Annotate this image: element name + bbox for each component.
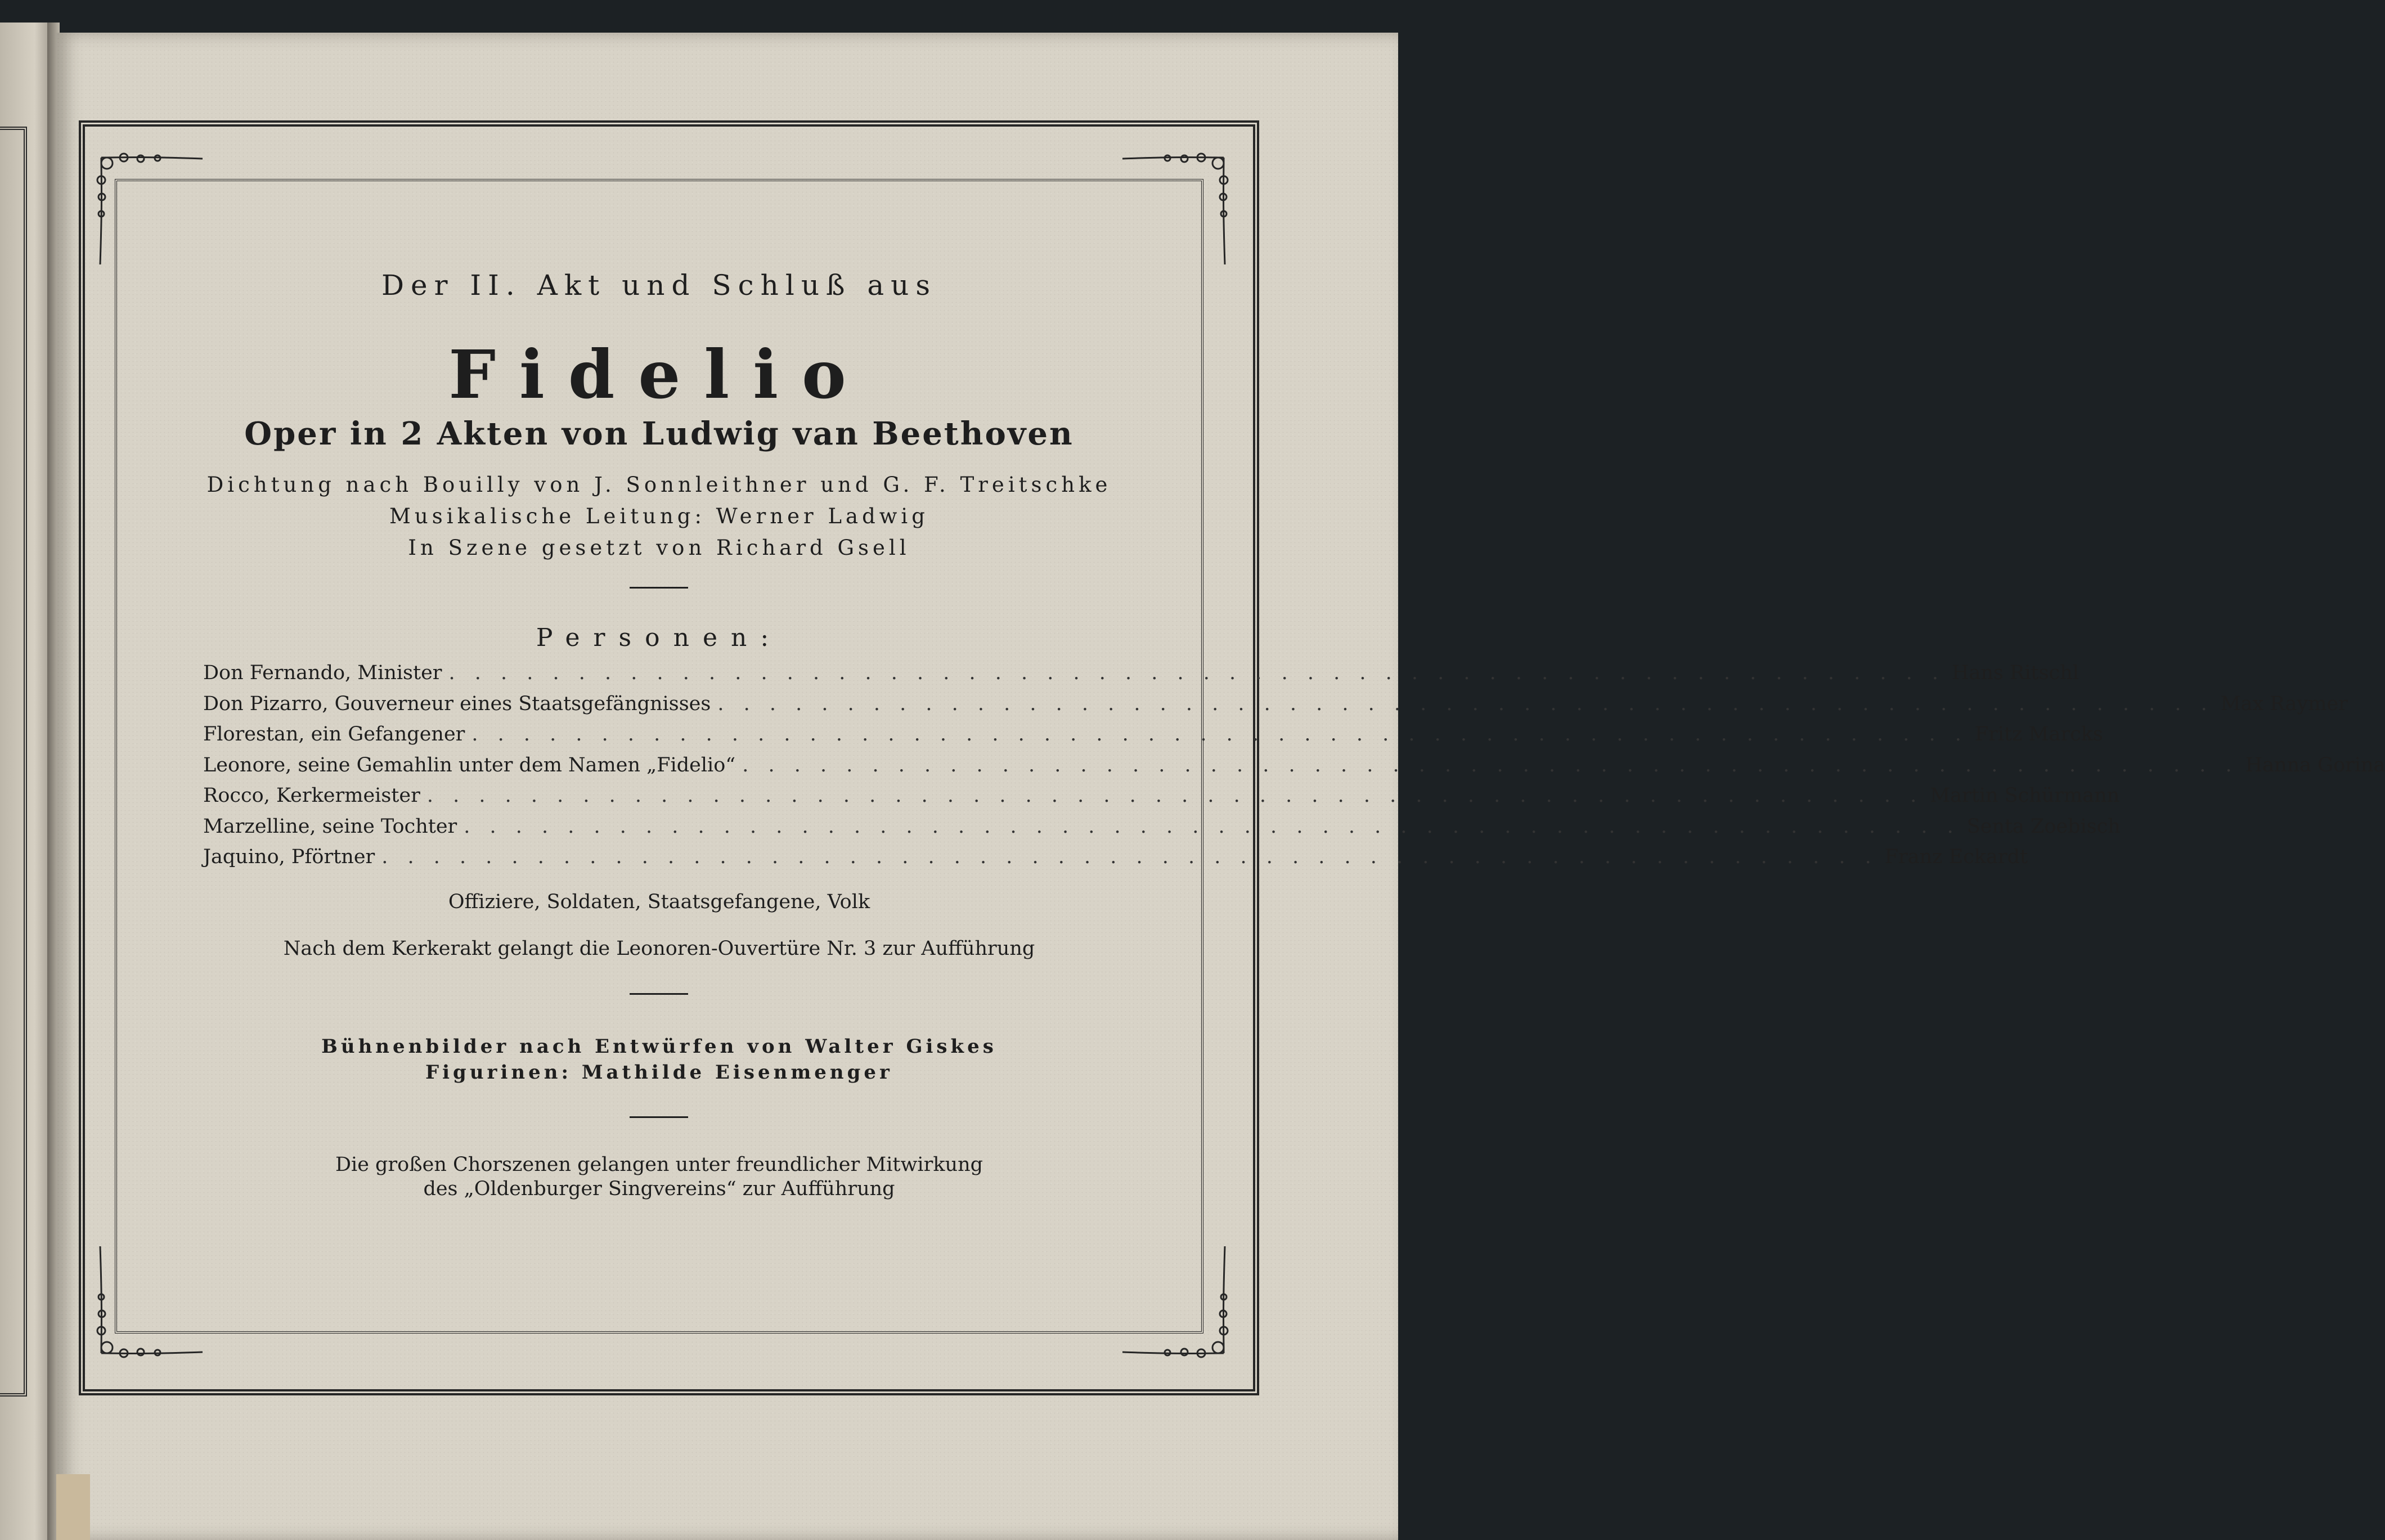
stage-design-credit: Bühnenbilder nach Entwürfen von Walter Giskes: [321, 1035, 997, 1058]
stage-direction-credit: In Szene gesetzt von Richard Gsell: [408, 536, 910, 560]
dot-leader: . . . . . . . . . . . . . . . . . . . . . . . . . . . . . . . . . . . . . . . . . . . . . . . . . . . . . . . . . .: [464, 815, 1960, 838]
cast-actor: Franz Eckardt: [1884, 846, 2028, 868]
libretto-credit: Dichtung nach Bouilly von J. Sonnleithner und G. F. Treitschke: [206, 473, 1112, 497]
page-stain: [56, 1474, 90, 1540]
divider-rule: [630, 993, 688, 995]
cast-row: [203, 784, 2120, 815]
divider-rule: [630, 587, 688, 589]
opera-subtitle: Oper in 2 Akten von Ludwig van Beethoven: [244, 415, 1074, 452]
musical-direction-credit: Musikalische Leitung: Werner Ladwig: [389, 504, 929, 528]
chorus-note-line-1: Die großen Chorszenen gelangen unter freundlicher Mitwirkung: [335, 1153, 983, 1176]
overture-note: Nach dem Kerkerakt gelangt die Leonoren-Ouvertüre Nr. 3 zur Aufführung: [283, 937, 1035, 960]
left-page-edge: [0, 23, 50, 1540]
cast-role: Florestan, ein Gefangener: [203, 723, 465, 746]
cast-list: [203, 662, 2385, 877]
cast-row: [203, 815, 2121, 846]
program-content: [115, 179, 2385, 1334]
cast-role: Don Pizarro, Gouverneur eines Staatsgefängnisses: [203, 692, 711, 715]
personen-heading: Personen:: [536, 623, 783, 652]
cast-row: [203, 692, 2348, 724]
divider-rule: [630, 1116, 688, 1118]
dot-leader: . . . . . . . . . . . . . . . . . . . . . . . . . . . . . . . . . . . . . . . . . . . . . . . . . . . . . . . . . .: [426, 784, 1924, 807]
dot-leader: . . . . . . . . . . . . . . . . . . . . . . . . . . . . . . . . . . . . . . . . . . . . . . . . . . . . . . . . . .: [448, 662, 1945, 684]
dot-leader: . . . . . . . . . . . . . . . . . . . . . . . . . . . . . . . . . . . . . . . . . . . . . . . . . . . . . . . . . .: [471, 723, 1968, 746]
cast-role: Marzelline, seine Tochter: [203, 815, 457, 838]
ensemble-line: Offiziere, Soldaten, Staatsgefangene, Volk: [448, 891, 870, 913]
cast-row: [203, 753, 2385, 785]
opera-title: Fidelio: [448, 335, 870, 414]
dot-leader: . . . . . . . . . . . . . . . . . . . . . . . . . . . . . . . . . . . . . . . . . . . . . . . . . . . . . . . . . .: [717, 692, 2214, 715]
cast-actor: Hanna Gorina: [2245, 753, 2385, 776]
dot-leader: . . . . . . . . . . . . . . . . . . . . . . . . . . . . . . . . . . . . . . . . . . . . . . . . . . . . . . . . . .: [381, 846, 1878, 868]
cast-role: Rocco, Kerkermeister: [203, 784, 420, 807]
cast-row: [203, 662, 2079, 693]
chorus-note-line-2: des „Oldenburger Singvereins“ zur Aufführung: [423, 1178, 895, 1200]
dot-leader: . . . . . . . . . . . . . . . . . . . . . . . . . . . . . . . . . . . . . . . . . . . . . . . . . . . . . . . . . .: [742, 753, 2239, 776]
cast-actor: Martin Schürmann: [1930, 784, 2120, 807]
cast-role: Leonore, seine Gemahlin unter dem Namen „Fidelio“: [203, 753, 736, 776]
act-heading: Der II. Akt und Schluß aus: [381, 269, 937, 302]
cast-role: Don Fernando, Minister: [203, 662, 442, 684]
cast-row: [203, 846, 2028, 877]
cast-role: Jaquino, Pförtner: [203, 846, 375, 868]
cast-row: [203, 723, 2103, 754]
cast-actor: Max Raymer: [2220, 692, 2348, 715]
left-page-frame: [0, 127, 27, 1397]
costume-design-credit: Figurinen: Mathilde Eisenmenger: [425, 1061, 893, 1084]
cast-actor: Hans Ritschl: [1951, 662, 2079, 684]
cast-actor: Fritz Marcks: [1974, 723, 2103, 746]
cast-actor: Senta Zoebisch: [1966, 815, 2121, 838]
